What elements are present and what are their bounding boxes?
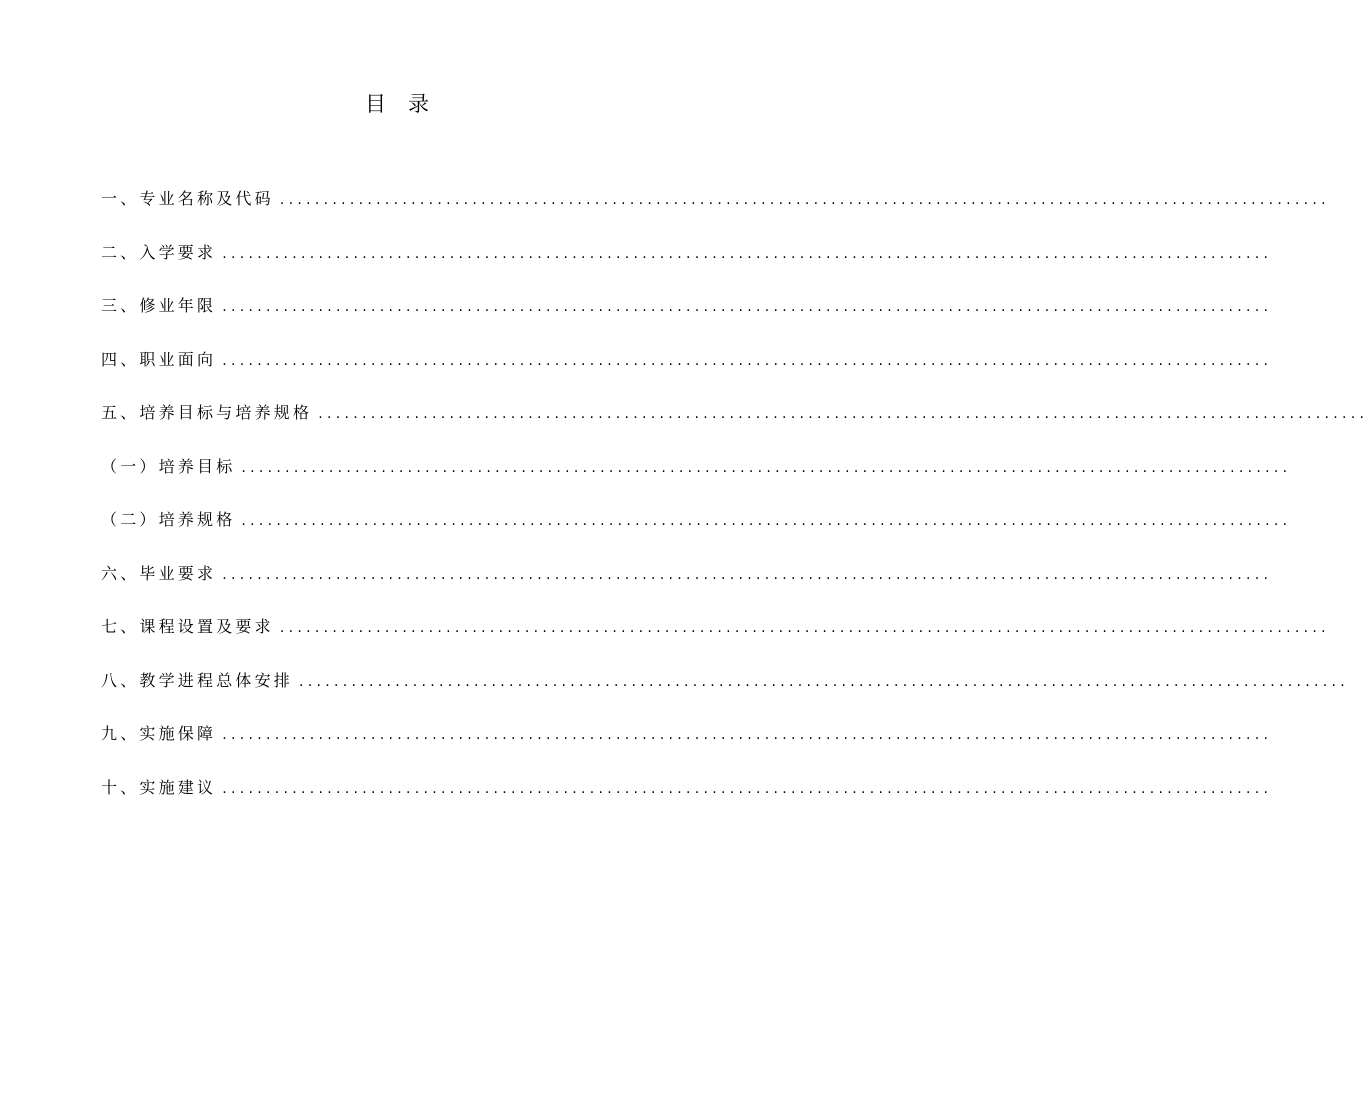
toc-dot-leader: ........................................................................................................................	[279, 620, 1330, 636]
toc-entry[interactable]	[101, 561, 1273, 615]
toc-entry[interactable]	[101, 454, 1292, 508]
toc-entry[interactable]	[101, 507, 1292, 561]
toc-entry-label: 六、毕业要求	[101, 563, 217, 583]
toc-entry[interactable]	[101, 293, 1273, 347]
toc-entry[interactable]	[101, 614, 1330, 668]
toc-entry-label: 三、修业年限	[101, 296, 217, 315]
toc-entry-label: 七、课程设置及要求	[101, 617, 274, 636]
toc-entry-label: 五、培养目标与培养规格	[101, 403, 313, 422]
toc-dot-leader: ........................................................................................................................	[299, 673, 1350, 690]
toc-dot-leader: ........................................................................................................................	[241, 513, 1292, 529]
toc-list	[101, 186, 1368, 828]
toc-dot-leader: ........................................................................................................................	[222, 299, 1273, 315]
toc-entry[interactable]	[101, 347, 1273, 401]
toc-title-char-2: 录	[408, 92, 429, 116]
toc-title-char-1: 目	[365, 92, 386, 116]
toc-entry-label: （二）培养规格	[101, 510, 236, 529]
toc-dot-leader: ........................................................................................................................	[279, 192, 1330, 208]
toc-dot-leader: ........................................................................................................................	[222, 352, 1273, 369]
toc-entry-label: （一）培养目标	[101, 456, 236, 476]
toc-entry-label: 二、入学要求	[101, 242, 217, 262]
toc-entry-label: 一、专业名称及代码	[101, 189, 274, 208]
toc-dot-leader: ........................................................................................................................	[222, 245, 1273, 262]
toc-entry-label: 十、实施建议	[101, 777, 217, 797]
toc-entry[interactable]	[101, 186, 1330, 240]
toc-dot-leader: ........................................................................................................................	[222, 566, 1273, 583]
toc-entry[interactable]	[101, 721, 1273, 775]
toc-entry[interactable]	[101, 668, 1350, 722]
toc-entry-label: 八、教学进程总体安排	[101, 670, 294, 690]
toc-entry[interactable]	[101, 240, 1273, 294]
toc-entry[interactable]	[101, 775, 1273, 829]
toc-entry[interactable]	[101, 400, 1368, 454]
toc-dot-leader: ........................................................................................................................	[222, 780, 1273, 797]
toc-dot-leader: ........................................................................................................................	[241, 459, 1292, 476]
toc-entry-label: 四、职业面向	[101, 349, 217, 369]
toc-title	[0, 88, 794, 118]
toc-dot-leader: ........................................................................................................................	[318, 406, 1368, 422]
toc-dot-leader: ........................................................................................................................	[222, 727, 1273, 743]
toc-entry-label: 九、实施保障	[101, 724, 217, 743]
